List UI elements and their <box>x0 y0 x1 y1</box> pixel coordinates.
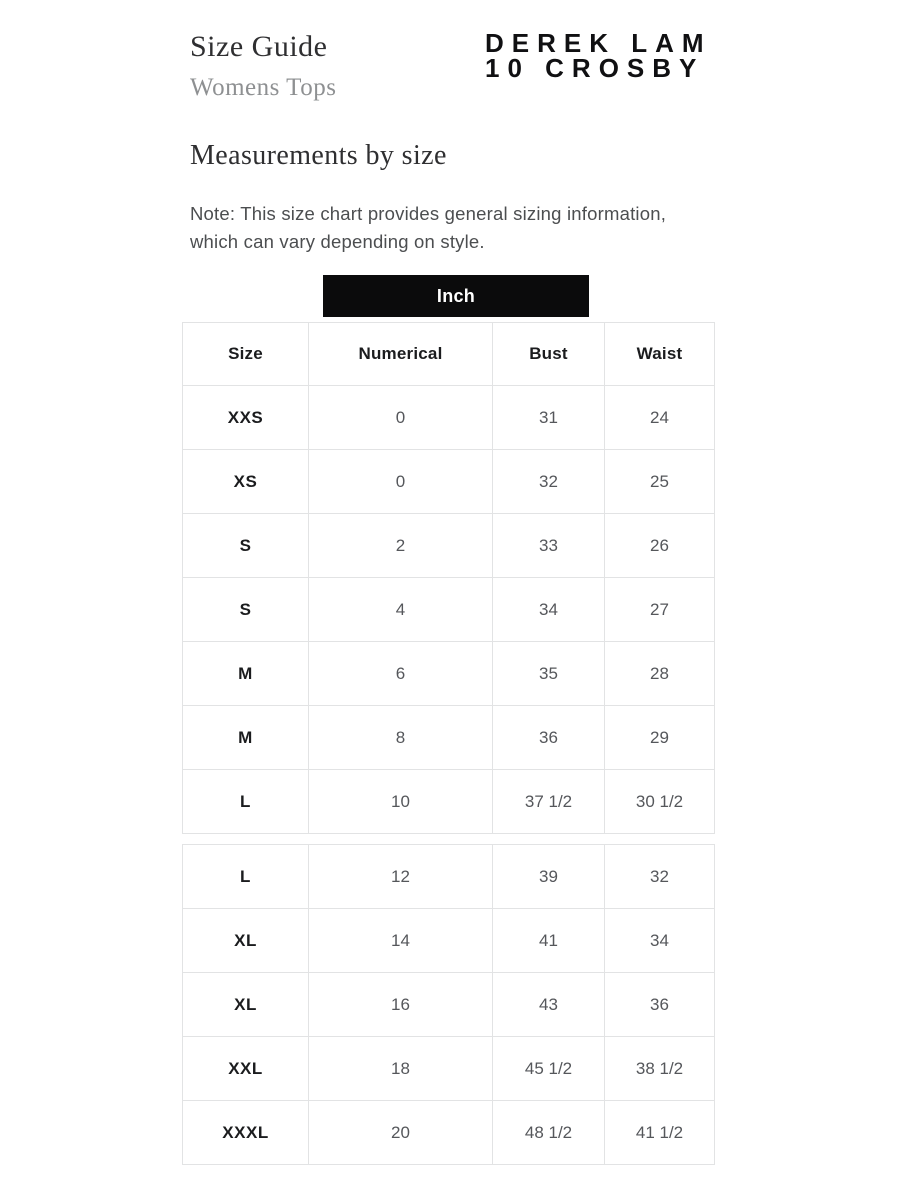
value-cell: 2 <box>309 514 493 578</box>
page-title: Size Guide <box>190 30 328 63</box>
size-table-upper <box>182 322 715 834</box>
size-cell: M <box>183 642 309 706</box>
measurements-table-area <box>182 322 714 1165</box>
size-cell: XL <box>183 973 309 1037</box>
size-cell: S <box>183 578 309 642</box>
column-header-numerical: Numerical <box>309 323 493 386</box>
value-cell: 48 1/2 <box>493 1101 605 1165</box>
value-cell: 43 <box>493 973 605 1037</box>
value-cell: 26 <box>605 514 715 578</box>
value-cell: 27 <box>605 578 715 642</box>
size-cell: XXL <box>183 1037 309 1101</box>
value-cell: 37 1/2 <box>493 770 605 834</box>
brand-logo <box>485 28 712 83</box>
value-cell: 36 <box>605 973 715 1037</box>
value-cell: 8 <box>309 706 493 770</box>
table-row <box>183 770 715 834</box>
value-cell: 34 <box>493 578 605 642</box>
column-header-bust: Bust <box>493 323 605 386</box>
value-cell: 41 <box>493 909 605 973</box>
value-cell: 32 <box>493 450 605 514</box>
value-cell: 34 <box>605 909 715 973</box>
unit-toggle-inch[interactable]: Inch <box>323 275 589 317</box>
size-cell: XL <box>183 909 309 973</box>
table-row <box>183 514 715 578</box>
size-cell: S <box>183 514 309 578</box>
table-row <box>183 1101 715 1165</box>
size-table-lower <box>182 844 715 1165</box>
sizing-note-line-2: which can vary depending on style. <box>190 231 485 252</box>
size-cell: XXXL <box>183 1101 309 1165</box>
table-row <box>183 706 715 770</box>
table-row <box>183 450 715 514</box>
value-cell: 0 <box>309 450 493 514</box>
size-cell: L <box>183 770 309 834</box>
table-row <box>183 578 715 642</box>
size-cell: XXS <box>183 386 309 450</box>
section-heading: Measurements by size <box>190 140 447 171</box>
value-cell: 30 1/2 <box>605 770 715 834</box>
value-cell: 20 <box>309 1101 493 1165</box>
sizing-note <box>190 200 666 256</box>
value-cell: 33 <box>493 514 605 578</box>
value-cell: 4 <box>309 578 493 642</box>
table-row <box>183 973 715 1037</box>
sizing-note-line-1: Note: This size chart provides general sizing information, <box>190 203 667 224</box>
value-cell: 10 <box>309 770 493 834</box>
page-subtitle: Womens Tops <box>190 74 337 101</box>
value-cell: 29 <box>605 706 715 770</box>
value-cell: 16 <box>309 973 493 1037</box>
value-cell: 6 <box>309 642 493 706</box>
table-header-row <box>183 323 715 386</box>
value-cell: 31 <box>493 386 605 450</box>
value-cell: 41 1/2 <box>605 1101 715 1165</box>
table-row <box>183 386 715 450</box>
table-row <box>183 642 715 706</box>
table-row <box>183 909 715 973</box>
size-cell: L <box>183 845 309 909</box>
value-cell: 14 <box>309 909 493 973</box>
value-cell: 35 <box>493 642 605 706</box>
value-cell: 39 <box>493 845 605 909</box>
size-cell: M <box>183 706 309 770</box>
table-row <box>183 845 715 909</box>
value-cell: 36 <box>493 706 605 770</box>
value-cell: 25 <box>605 450 715 514</box>
brand-logo-line-1: DEREK LAM <box>485 28 712 58</box>
table-row <box>183 1037 715 1101</box>
value-cell: 24 <box>605 386 715 450</box>
value-cell: 32 <box>605 845 715 909</box>
brand-logo-line-2: 10 CROSBY <box>485 53 705 83</box>
value-cell: 45 1/2 <box>493 1037 605 1101</box>
column-header-size: Size <box>183 323 309 386</box>
column-header-waist: Waist <box>605 323 715 386</box>
value-cell: 38 1/2 <box>605 1037 715 1101</box>
value-cell: 18 <box>309 1037 493 1101</box>
size-cell: XS <box>183 450 309 514</box>
value-cell: 28 <box>605 642 715 706</box>
value-cell: 0 <box>309 386 493 450</box>
value-cell: 12 <box>309 845 493 909</box>
